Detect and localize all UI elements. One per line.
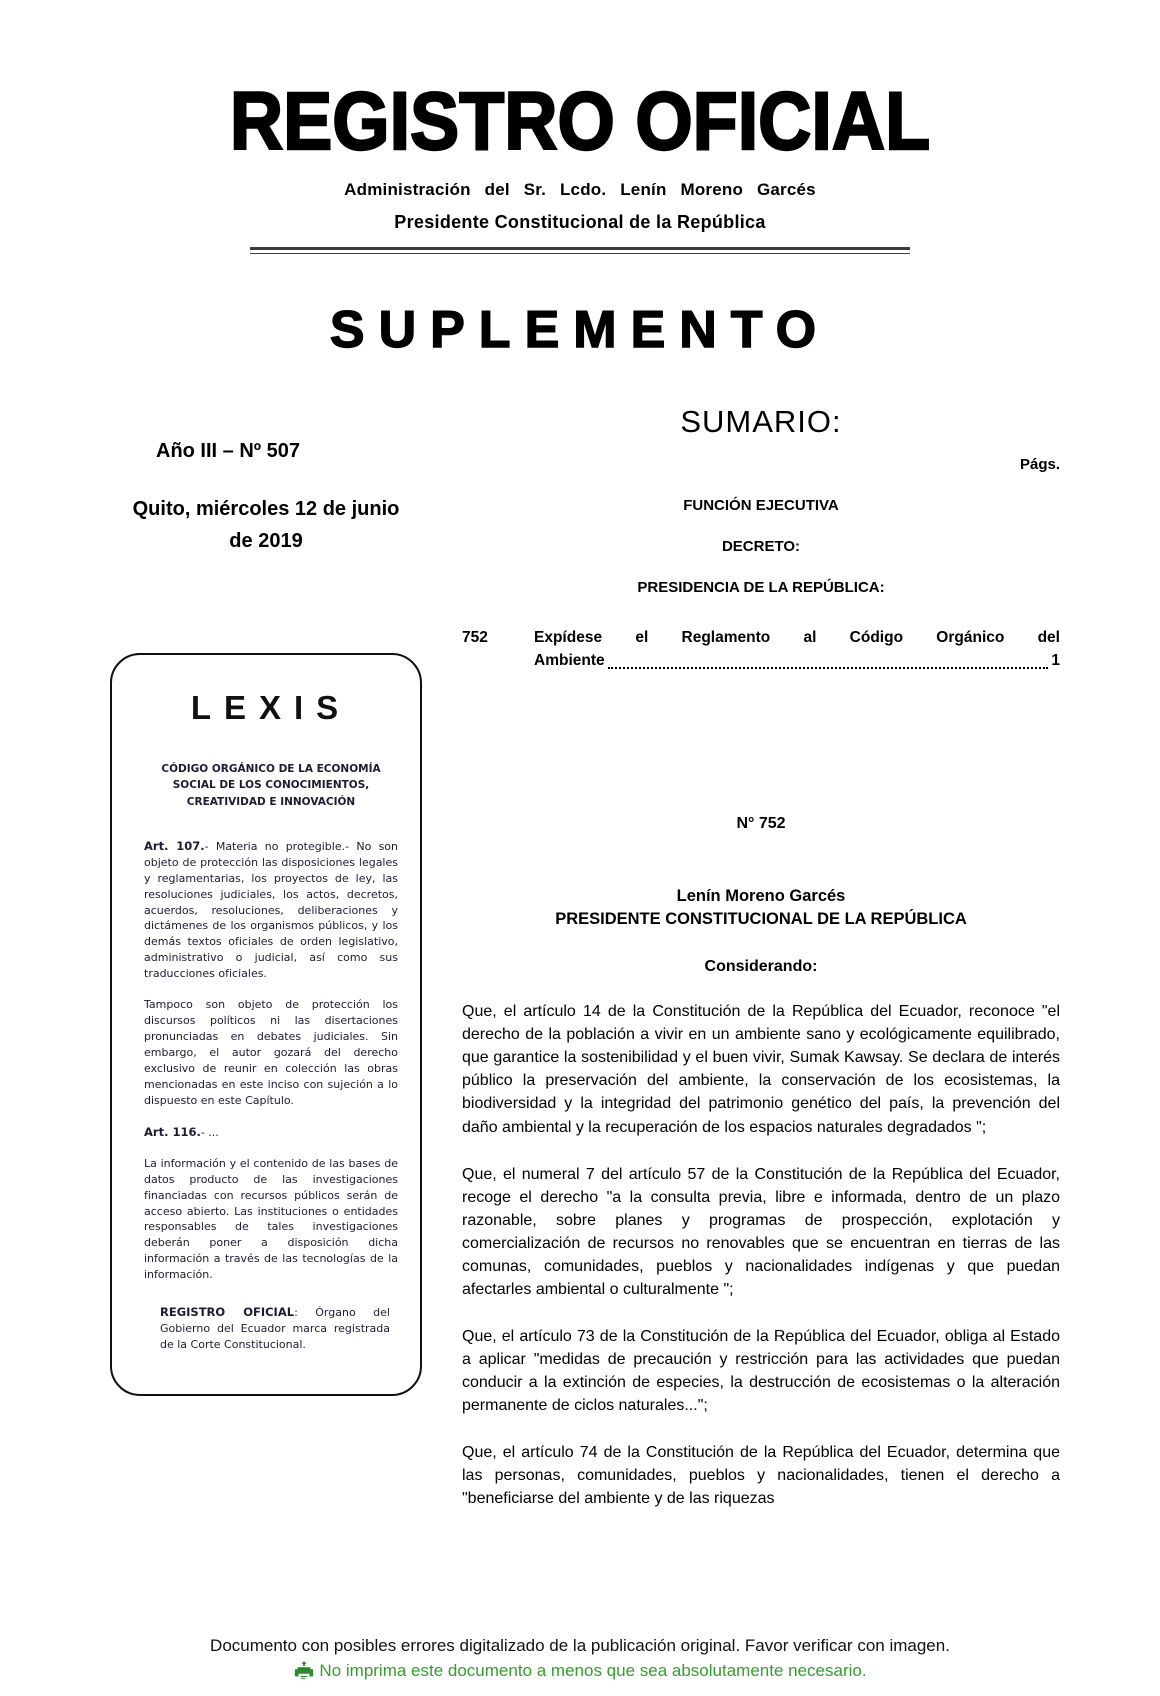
eco-notice-text: No imprima este documento a menos que sea absolutamente necesario. bbox=[319, 1661, 867, 1680]
toc-entry-number: 752 bbox=[462, 629, 488, 646]
lexis-article-107 bbox=[144, 838, 398, 982]
lexis-registro-text: : Órgano del Gobierno del Ecuador marca registrada de la Corte Constitucional. bbox=[160, 1306, 390, 1352]
section-funcion-ejecutiva: FUNCIÓN EJECUTIVA bbox=[683, 497, 839, 514]
left-column bbox=[110, 404, 422, 1510]
decree-author-title: PRESIDENTE CONSTITUCIONAL DE LA REPÚBLICA bbox=[555, 910, 967, 929]
issue-date-line1: Quito, miércoles 12 de junio bbox=[132, 498, 400, 520]
right-column bbox=[462, 404, 1060, 1510]
digitization-disclaimer: Documento con posibles errores digitalizado de la publicación original. Favor verificar con imagen. bbox=[210, 1636, 950, 1655]
issue-info bbox=[110, 404, 422, 557]
masthead-divider bbox=[250, 247, 910, 254]
masthead bbox=[0, 0, 1160, 254]
masthead-administration-line: Administración del Sr. Lcdo. Lenín Moreno Garcés bbox=[344, 180, 816, 199]
lexis-logo: LEXIS bbox=[190, 689, 352, 726]
lexis-article-107-text: - Materia no protegible.- No son objeto de protección las disposiciones legales y reglamentarias, los proyectos de ley, las resoluciones judiciales, los actos, decretos, acuerdos, resoluciones, deliberaciones y dictámenes de los organismos públicos, y los demás textos oficiales de orden legislativo, administrativo o judicial, así como sus traducciones oficiales. bbox=[144, 839, 398, 981]
lexis-article-116-label: Art. 116. bbox=[144, 1124, 201, 1139]
sumario-title: SUMARIO: bbox=[680, 404, 842, 439]
lexis-box bbox=[110, 653, 422, 1396]
supplement-title: SUPLEMENTO bbox=[329, 301, 831, 359]
issue-year-number: Año III – Nº 507 bbox=[156, 440, 301, 462]
toc-entry-title-line2-text: Ambiente bbox=[534, 652, 605, 670]
section-presidencia: PRESIDENCIA DE LA REPÚBLICA: bbox=[637, 579, 885, 596]
masthead-title: REGISTRO OFICIAL bbox=[229, 75, 931, 168]
decree-paragraph-2: Que, el numeral 7 del artículo 57 de la Constitución de la República del Ecuador, recoge el derecho "a la consulta previa, libre e informada, dentro de un plazo razonable, sobre planes y programas de prospección, explotación y comercialización de recursos no renovables que se encuentran en tierras de las comunas, comunidades, pueblos y nacionalidades indígenas y que puedan afectarles ambiental o culturalmente "; bbox=[462, 1165, 1060, 1298]
issue-date bbox=[110, 493, 422, 557]
lexis-article-116-text: - ... bbox=[200, 1125, 219, 1139]
pages-label: Págs. bbox=[1019, 456, 1060, 473]
considering-label: Considerando: bbox=[704, 958, 818, 976]
lexis-heading: CÓDIGO ORGÁNICO DE LA ECONOMÍA SOCIAL DE LOS CONOCIMIENTOS, CREATIVIDAD E INNOVACIÓN bbox=[161, 763, 381, 808]
lexis-paragraph-2: Tampoco son objeto de protección los discursos políticos ni las disertaciones pronunciadas en debates judiciales. Sin embargo, el autor gozará del derecho exclusivo de reunir en colección las obras mencionadas en este inciso con sujeción a lo dispuesto en este Capítulo. bbox=[144, 998, 398, 1107]
lexis-article-116 bbox=[144, 1124, 398, 1141]
eco-notice-row bbox=[0, 1660, 1160, 1682]
page-footer bbox=[0, 1636, 1160, 1682]
decree-paragraph-4: Que, el artículo 74 de la Constitución de la República del Ecuador, determina que las personas, comunidades, pueblos y nacionalidades, tienen el derecho a "beneficiarse del ambiente y de las riquezas bbox=[462, 1443, 1060, 1507]
eco-printer-icon bbox=[293, 1660, 315, 1682]
toc-entry-page-number: 1 bbox=[1051, 652, 1060, 670]
toc-leader-dots bbox=[608, 667, 1049, 669]
decree-paragraph-1: Que, el artículo 14 de la Constitución de la República del Ecuador, reconoce "el derecho de la población a vivir en un ambiente sano y ecológicamente equilibrado, que garantice la sostenibilidad y el buen vivir, Sumak Kawsay. Se declara de interés público la preservación del ambiente, la conservación de los ecosistemas, la biodiversidad y la integridad del patrimonio genético del país, la prevención del daño ambiental y la recuperación de los espacios naturales degradados "; bbox=[462, 1003, 1060, 1136]
lexis-registro-label: REGISTRO OFICIAL bbox=[160, 1305, 295, 1320]
decree-number: N° 752 bbox=[736, 814, 786, 832]
decree-paragraph-3: Que, el artículo 73 de la Constitución de la República del Ecuador, obliga al Estado a aplicar "medidas de precaución y restricción para las actividades que puedan conducir a la extinción de especies, la destrucción de ecosistemas o la alteración permanente de ciclos naturales..."; bbox=[462, 1327, 1060, 1414]
toc-entry-text bbox=[534, 626, 1060, 673]
decree-author-block bbox=[462, 885, 1060, 933]
lexis-paragraph-4: La información y el contenido de las bases de datos producto de las investigaciones financiadas con recursos públicos serán de acceso abierto. Las instituciones o entidades responsables de tales investigaciones deberán poner a disposición dicha información a través de las tecnologías de la información. bbox=[144, 1156, 398, 1282]
decree-author-name: Lenín Moreno Garcés bbox=[676, 886, 846, 905]
toc-entry-title-line1: Expídese el Reglamento al Código Orgánico del bbox=[534, 629, 1060, 646]
content-columns bbox=[110, 404, 1060, 1510]
lexis-article-107-label: Art. 107. bbox=[144, 838, 205, 853]
toc-entry-752 bbox=[462, 626, 1060, 673]
toc-entry-title-line2 bbox=[534, 649, 1060, 672]
issue-date-line2: de 2019 bbox=[229, 530, 303, 552]
masthead-president-line: Presidente Constitucional de la República bbox=[394, 212, 766, 232]
lexis-registro-note bbox=[144, 1298, 398, 1353]
section-decreto: DECRETO: bbox=[721, 538, 801, 555]
